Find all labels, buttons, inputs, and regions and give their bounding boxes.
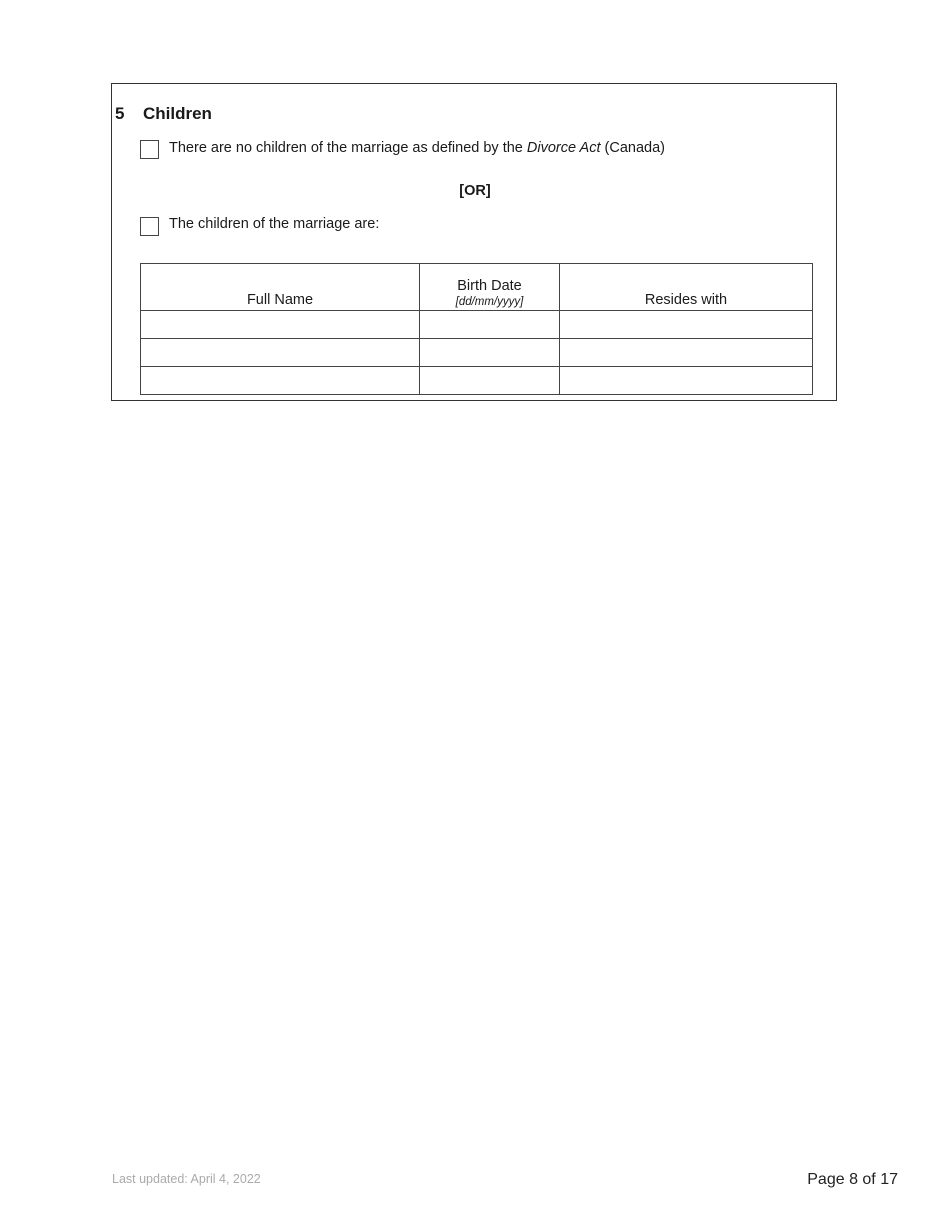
table-row xyxy=(141,311,813,339)
section-number: 5 xyxy=(115,104,125,123)
no-children-checkbox[interactable] xyxy=(140,140,159,159)
table-row xyxy=(141,339,813,367)
header-resides-with xyxy=(560,264,813,311)
resides-with-field[interactable] xyxy=(560,311,813,339)
header-birth-date-text: Birth Date xyxy=(457,278,522,294)
full-name-field[interactable] xyxy=(141,311,420,339)
children-list-label: The children of the marriage are: xyxy=(169,216,380,232)
table-header-row xyxy=(141,264,813,311)
birth-date-field[interactable] xyxy=(420,311,560,339)
full-name-field[interactable] xyxy=(141,367,420,395)
section-children xyxy=(111,83,837,401)
page-number: Page 8 of 17 xyxy=(807,1171,898,1188)
birth-date-field[interactable] xyxy=(420,339,560,367)
last-updated-note: Last updated: April 4, 2022 xyxy=(112,1172,261,1186)
header-birth-date xyxy=(420,264,560,311)
birth-date-field[interactable] xyxy=(420,367,560,395)
resides-with-field[interactable] xyxy=(560,339,813,367)
divorce-act-title: Divorce Act xyxy=(526,140,601,156)
header-birth-date-format: [dd/mm/yyyy] xyxy=(455,296,524,308)
full-name-field[interactable] xyxy=(141,339,420,367)
children-list-checkbox[interactable] xyxy=(140,217,159,236)
table-row xyxy=(141,367,813,395)
section-title: Children xyxy=(143,104,212,123)
children-table xyxy=(140,263,813,395)
or-label: [OR] xyxy=(459,183,491,199)
header-resides-with-text: Resides with xyxy=(644,292,728,308)
no-children-label-suffix: (Canada) xyxy=(600,140,665,156)
resides-with-field[interactable] xyxy=(560,367,813,395)
no-children-label-text: There are no children of the marriage as defined by the xyxy=(169,140,527,156)
no-children-label xyxy=(169,140,665,156)
header-full-name xyxy=(141,264,420,311)
header-full-name-text: Full Name xyxy=(246,292,314,308)
